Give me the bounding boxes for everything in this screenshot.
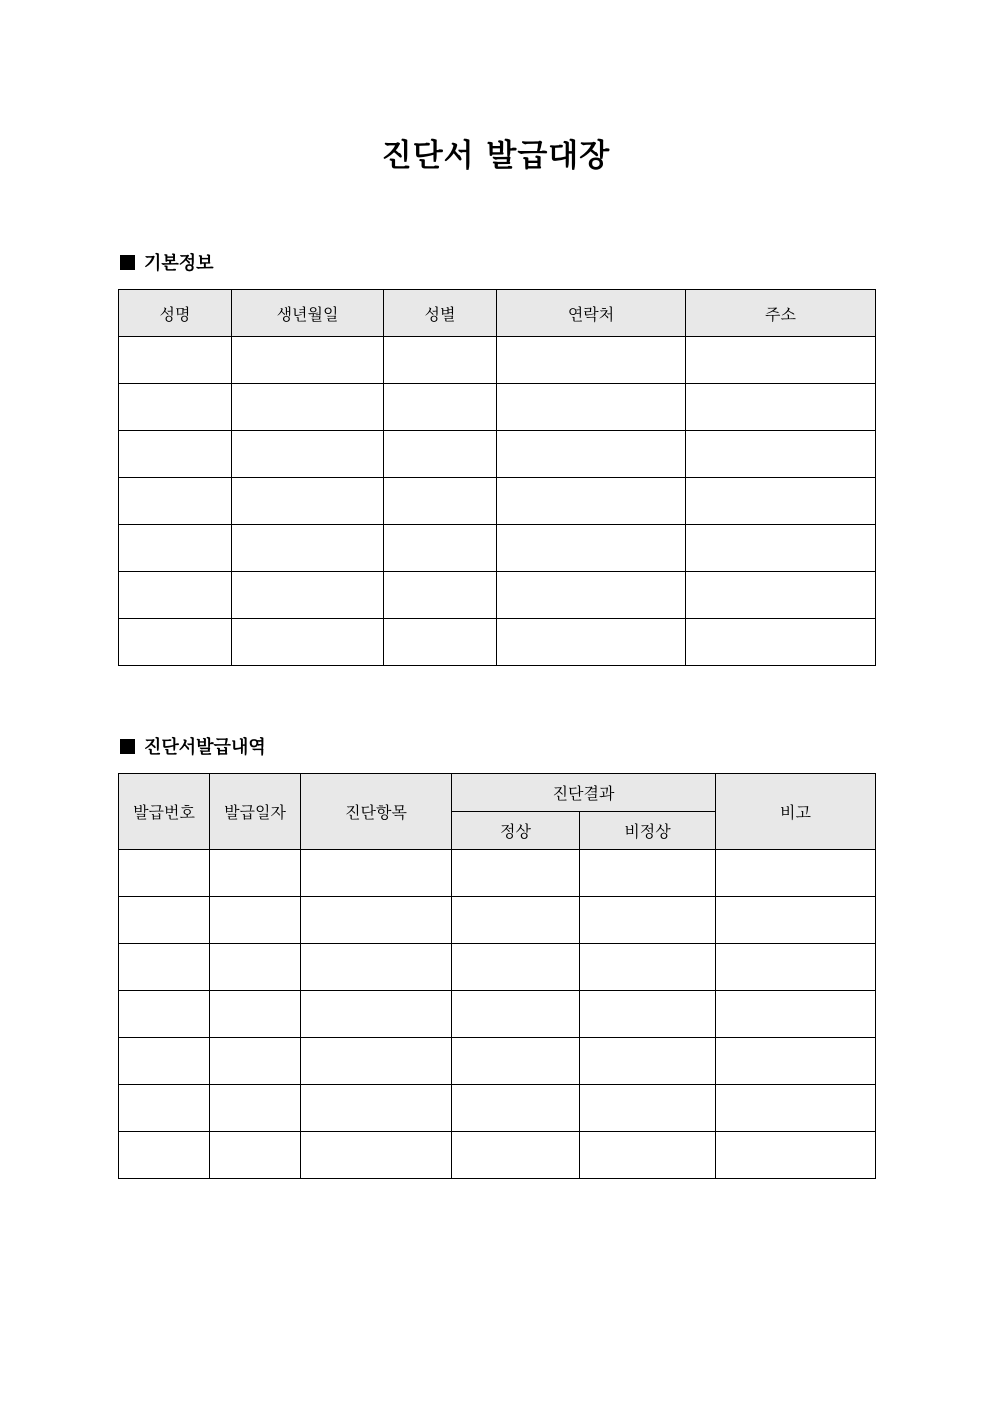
table-cell[interactable]: [716, 1038, 876, 1085]
table-cell[interactable]: [301, 897, 452, 944]
table-cell[interactable]: [210, 850, 301, 897]
column-header-issue-number: 발급번호: [119, 774, 210, 850]
table-row: [119, 1038, 876, 1085]
table-cell[interactable]: [452, 944, 580, 991]
column-header-normal: 정상: [452, 812, 580, 850]
column-header-gender: 성별: [384, 290, 497, 337]
table-cell[interactable]: [119, 897, 210, 944]
table-cell[interactable]: [497, 337, 686, 384]
table-cell[interactable]: [119, 337, 232, 384]
table-cell[interactable]: [686, 572, 876, 619]
table-cell[interactable]: [384, 431, 497, 478]
table-cell[interactable]: [716, 1085, 876, 1132]
table-cell[interactable]: [384, 572, 497, 619]
table-cell[interactable]: [119, 1038, 210, 1085]
table-cell[interactable]: [119, 572, 232, 619]
table-cell[interactable]: [686, 384, 876, 431]
table-cell[interactable]: [384, 619, 497, 666]
table-cell[interactable]: [580, 944, 716, 991]
column-header-issue-date: 발급일자: [210, 774, 301, 850]
table-cell[interactable]: [580, 991, 716, 1038]
table-cell[interactable]: [301, 1132, 452, 1179]
table-row: [119, 1132, 876, 1179]
table-cell[interactable]: [580, 1038, 716, 1085]
table-cell[interactable]: [210, 1085, 301, 1132]
table-cell[interactable]: [497, 572, 686, 619]
table-cell[interactable]: [686, 619, 876, 666]
table-cell[interactable]: [301, 1085, 452, 1132]
table-cell[interactable]: [301, 850, 452, 897]
table-cell[interactable]: [716, 991, 876, 1038]
square-bullet-icon: [120, 255, 135, 270]
table-cell[interactable]: [686, 525, 876, 572]
table-cell[interactable]: [716, 850, 876, 897]
table-cell[interactable]: [232, 384, 384, 431]
table-cell[interactable]: [119, 1085, 210, 1132]
table-cell[interactable]: [232, 525, 384, 572]
table-cell[interactable]: [497, 478, 686, 525]
table-row: [119, 944, 876, 991]
table-cell[interactable]: [119, 384, 232, 431]
table-row: [119, 431, 876, 478]
table-cell[interactable]: [716, 1132, 876, 1179]
table-cell[interactable]: [452, 991, 580, 1038]
table-cell[interactable]: [452, 1038, 580, 1085]
column-header-birthdate: 생년월일: [232, 290, 384, 337]
table-cell[interactable]: [301, 944, 452, 991]
table-cell[interactable]: [497, 431, 686, 478]
table-cell[interactable]: [716, 944, 876, 991]
table-cell[interactable]: [452, 897, 580, 944]
table-row: [119, 897, 876, 944]
basic-info-table: [118, 289, 876, 666]
section-heading-label: 기본정보: [144, 253, 214, 274]
section-heading-basic-info: [118, 252, 214, 276]
table-cell[interactable]: [580, 897, 716, 944]
table-header-row: [119, 774, 876, 812]
table-cell[interactable]: [384, 478, 497, 525]
table-cell[interactable]: [716, 897, 876, 944]
table-cell[interactable]: [232, 478, 384, 525]
table-row: [119, 850, 876, 897]
basic-info-rows: [119, 337, 876, 666]
table-cell[interactable]: [232, 572, 384, 619]
table-cell[interactable]: [686, 337, 876, 384]
issuance-table: [118, 773, 876, 1179]
table-cell[interactable]: [301, 1038, 452, 1085]
page-title: 진단서 발급대장: [381, 138, 611, 174]
table-row: [119, 619, 876, 666]
table-cell[interactable]: [497, 525, 686, 572]
table-cell[interactable]: [580, 1132, 716, 1179]
table-row: [119, 572, 876, 619]
column-header-contact: 연락처: [497, 290, 686, 337]
table-cell[interactable]: [232, 337, 384, 384]
table-cell[interactable]: [119, 991, 210, 1038]
table-cell[interactable]: [210, 1038, 301, 1085]
table-cell[interactable]: [686, 431, 876, 478]
table-cell[interactable]: [119, 944, 210, 991]
table-cell[interactable]: [497, 384, 686, 431]
table-cell[interactable]: [232, 431, 384, 478]
table-row: [119, 384, 876, 431]
column-header-remarks: 비고: [716, 774, 876, 850]
column-header-address: 주소: [686, 290, 876, 337]
table-cell[interactable]: [119, 431, 232, 478]
section-heading-issuance: [118, 736, 266, 760]
table-cell[interactable]: [210, 897, 301, 944]
table-cell[interactable]: [497, 619, 686, 666]
table-cell[interactable]: [384, 525, 497, 572]
table-cell[interactable]: [119, 1132, 210, 1179]
table-cell[interactable]: [452, 1132, 580, 1179]
table-cell[interactable]: [119, 850, 210, 897]
table-cell[interactable]: [686, 478, 876, 525]
table-row: [119, 525, 876, 572]
table-cell[interactable]: [119, 478, 232, 525]
table-cell[interactable]: [232, 619, 384, 666]
table-cell[interactable]: [452, 850, 580, 897]
table-row: [119, 1085, 876, 1132]
table-cell[interactable]: [119, 619, 232, 666]
table-cell[interactable]: [210, 944, 301, 991]
table-row: [119, 337, 876, 384]
table-cell[interactable]: [210, 991, 301, 1038]
table-cell[interactable]: [580, 1085, 716, 1132]
table-cell[interactable]: [452, 1085, 580, 1132]
column-header-abnormal: 비정상: [580, 812, 716, 850]
issuance-rows: [119, 850, 876, 1179]
table-cell[interactable]: [384, 337, 497, 384]
section-heading-label: 진단서발급내역: [144, 737, 266, 758]
table-row: [119, 991, 876, 1038]
table-cell[interactable]: [210, 1132, 301, 1179]
table-cell[interactable]: [384, 384, 497, 431]
column-header-diagnosis-item: 진단항목: [301, 774, 452, 850]
column-header-name: 성명: [119, 290, 232, 337]
table-cell[interactable]: [301, 991, 452, 1038]
table-cell[interactable]: [119, 525, 232, 572]
square-bullet-icon: [120, 739, 135, 754]
table-header-row: [119, 290, 876, 337]
table-cell[interactable]: [580, 850, 716, 897]
table-row: [119, 478, 876, 525]
column-header-diagnosis-result: 진단결과: [452, 774, 716, 812]
